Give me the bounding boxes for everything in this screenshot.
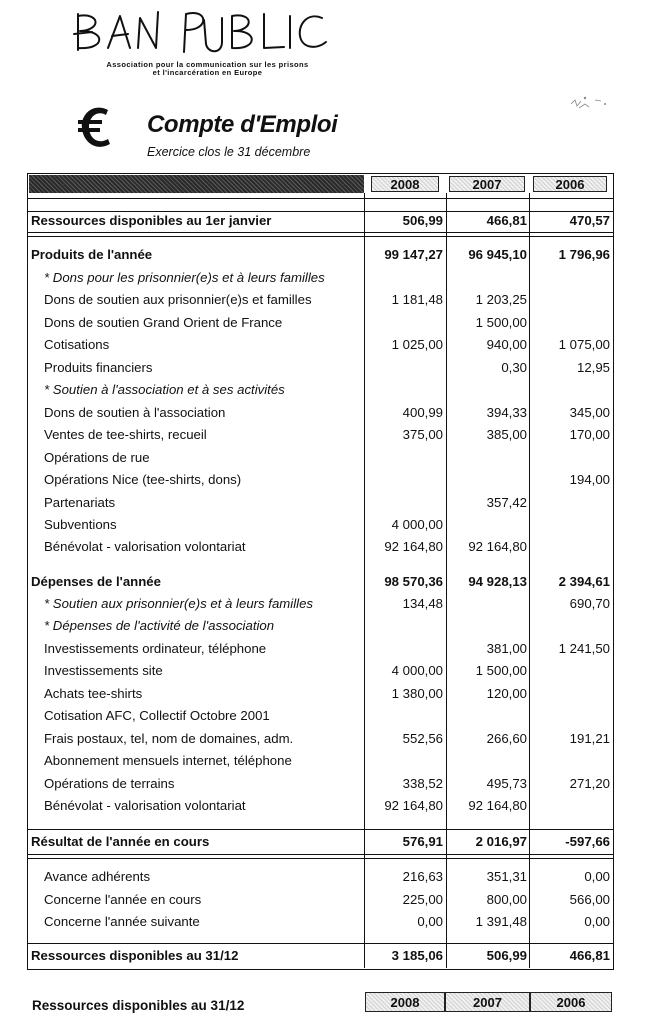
- value-2007: 1 500,00: [475, 663, 527, 679]
- table-row: [0, 427, 662, 447]
- footer-year-2007: 2007: [445, 992, 530, 1012]
- row-label: Bénévolat - valorisation volontariat: [44, 798, 246, 814]
- row-label: Partenariats: [44, 494, 116, 510]
- association-line-1: Association pour la communication sur les prisons: [106, 60, 309, 69]
- row-label: Ventes de tee-shirts, recueil: [44, 427, 207, 443]
- value-2006: 271,20: [569, 775, 610, 791]
- value-2007: 495,73: [486, 775, 527, 791]
- scan-smudge: [565, 92, 610, 117]
- page-title: Compte d'Emploi: [147, 111, 338, 138]
- value-2006: 2 394,61: [558, 574, 610, 589]
- table-row: [0, 914, 662, 934]
- year-header-2007: 2007: [449, 176, 525, 192]
- row-label: Investissements ordinateur, téléphone: [44, 640, 267, 656]
- row-label: Résultat de l'année en cours: [31, 834, 210, 849]
- table-row-opening: [0, 213, 662, 233]
- row-divider: [27, 854, 614, 855]
- table-row: [0, 892, 662, 912]
- value-2007: 92 164,80: [468, 798, 527, 814]
- row-divider: [27, 236, 614, 237]
- table-row: [0, 495, 662, 515]
- table-row: [0, 382, 662, 402]
- row-label: Dépenses de l'année: [31, 574, 161, 589]
- row-label: Ressources disponibles au 1er janvier: [31, 213, 272, 228]
- table-row: [0, 405, 662, 425]
- value-2007: 394,33: [486, 404, 527, 420]
- value-2008: 1 380,00: [391, 685, 443, 701]
- value-2007: 357,42: [486, 494, 527, 510]
- row-label: Produits financiers: [44, 359, 153, 375]
- row-label: Subventions: [44, 516, 117, 532]
- table-row: [0, 450, 662, 470]
- page-subtitle: Exercice clos le 31 décembre: [147, 145, 311, 159]
- ban-public-logo: [72, 4, 342, 60]
- row-label: Frais postaux, tel, nom de domaines, adm.: [44, 730, 294, 746]
- table-row: [0, 731, 662, 751]
- value-2007: 92 164,80: [468, 539, 527, 555]
- value-2008: 400,99: [402, 404, 443, 420]
- year-header-2008: 2008: [371, 176, 439, 192]
- value-2008: 576,91: [402, 834, 443, 849]
- association-description: [60, 61, 355, 77]
- value-2008: 98 570,36: [384, 574, 443, 589]
- value-2007: 266,60: [486, 730, 527, 746]
- row-divider: [27, 858, 614, 859]
- association-line-2: et l'incarcération en Europe: [152, 68, 263, 77]
- table-row: [0, 539, 662, 559]
- value-2008: 1 181,48: [391, 292, 443, 308]
- table-row: [0, 472, 662, 492]
- footer-year-2008: 2008: [365, 992, 445, 1012]
- row-label: Concerne l'année en cours: [44, 891, 202, 907]
- value-2007: 506,99: [486, 948, 527, 963]
- table-row: [0, 292, 662, 312]
- row-label: Cotisation AFC, Collectif Octobre 2001: [44, 708, 270, 724]
- value-2008: 225,00: [402, 891, 443, 907]
- row-label: Opérations de terrains: [44, 775, 175, 791]
- value-2007: 940,00: [486, 337, 527, 353]
- value-2006: 12,95: [576, 359, 610, 375]
- row-divider: [27, 211, 614, 212]
- row-divider: [27, 943, 614, 944]
- value-2006: 566,00: [569, 891, 610, 907]
- value-2007: 381,00: [486, 640, 527, 656]
- euro-icon: [78, 104, 114, 150]
- value-2008: 1 025,00: [391, 337, 443, 353]
- row-label: * Dons pour les prisonnier(e)s et à leurs familles: [44, 270, 325, 285]
- table-row: [0, 337, 662, 357]
- value-2006: 194,00: [569, 472, 610, 488]
- row-divider: [27, 198, 614, 199]
- value-2007: 1 391,48: [475, 914, 527, 929]
- table-row: [0, 776, 662, 796]
- value-2007: 466,81: [486, 213, 527, 228]
- value-2007: 351,31: [486, 869, 527, 884]
- value-2006: 466,81: [569, 948, 610, 963]
- value-2008: 216,63: [402, 869, 443, 884]
- table-row: [0, 596, 662, 616]
- footer-year-2006: 2006: [530, 992, 612, 1012]
- logo-lettering: [72, 4, 342, 60]
- year-header-2006: 2006: [533, 176, 607, 192]
- value-2008: 4 000,00: [391, 663, 443, 679]
- row-label: Avance adhérents: [44, 869, 151, 884]
- value-2008: 4 000,00: [391, 516, 443, 532]
- table-row: [0, 753, 662, 773]
- row-label: Bénévolat - valorisation volontariat: [44, 539, 246, 555]
- value-2008: 99 147,27: [384, 247, 443, 262]
- footer-label: Ressources disponibles au 31/12: [32, 998, 245, 1013]
- row-label: Cotisations: [44, 337, 110, 353]
- value-2008: 338,52: [402, 775, 443, 791]
- row-label: Dons de soutien aux prisonnier(e)s et familles: [44, 292, 312, 308]
- value-2007: 1 203,25: [475, 292, 527, 308]
- value-2006: 345,00: [569, 404, 610, 420]
- table-row-closing: [0, 948, 662, 968]
- value-2007: 0,30: [501, 359, 527, 375]
- value-2007: 94 928,13: [468, 574, 527, 589]
- value-2007: 2 016,97: [475, 834, 527, 849]
- table-row-depenses-total: [0, 574, 662, 594]
- value-2007: 120,00: [486, 685, 527, 701]
- value-2008: 134,48: [402, 596, 443, 611]
- table-row: [0, 869, 662, 889]
- value-2007: 385,00: [486, 427, 527, 443]
- value-2006: 0,00: [584, 869, 610, 884]
- value-2006: -597,66: [565, 834, 610, 849]
- table-row: [0, 360, 662, 380]
- value-2006: 1 075,00: [558, 337, 610, 353]
- table-row: [0, 798, 662, 818]
- row-label: Produits de l'année: [31, 247, 153, 262]
- value-2008: 375,00: [402, 427, 443, 443]
- table-row: [0, 686, 662, 706]
- row-divider: [27, 829, 614, 830]
- value-2007: 96 945,10: [468, 247, 527, 262]
- table-row: [0, 315, 662, 335]
- row-label: * Soutien à l'association et à ses activités: [44, 382, 285, 398]
- value-2006: 690,70: [569, 596, 610, 611]
- table-row: [0, 641, 662, 661]
- value-2008: 92 164,80: [384, 539, 443, 555]
- value-2006: 0,00: [584, 914, 610, 929]
- value-2006: 1 796,96: [558, 247, 610, 262]
- row-label: Concerne l'année suivante: [44, 914, 200, 929]
- row-label: Achats tee-shirts: [44, 685, 143, 701]
- row-label: Ressources disponibles au 31/12: [31, 948, 239, 963]
- value-2008: 92 164,80: [384, 798, 443, 814]
- value-2006: 170,00: [569, 427, 610, 443]
- value-2008: 0,00: [417, 914, 443, 929]
- table-row: [0, 270, 662, 290]
- table-header-bar: [29, 175, 364, 193]
- row-label: Abonnement mensuels internet, téléphone: [44, 753, 292, 769]
- value-2006: 470,57: [569, 213, 610, 228]
- value-2007: 1 500,00: [475, 314, 527, 330]
- value-2006: 1 241,50: [558, 640, 610, 656]
- table-row: [0, 618, 662, 638]
- row-label: Opérations de rue: [44, 449, 150, 465]
- value-2007: 800,00: [486, 891, 527, 907]
- row-label: Investissements site: [44, 663, 163, 679]
- table-row-resultat: [0, 834, 662, 854]
- value-2008: 3 185,06: [391, 948, 443, 963]
- table-row-produits-total: [0, 247, 662, 267]
- row-label: Opérations Nice (tee-shirts, dons): [44, 472, 242, 488]
- value-2008: 506,99: [402, 213, 443, 228]
- table-row: [0, 517, 662, 537]
- table-row: [0, 663, 662, 683]
- value-2008: 552,56: [402, 730, 443, 746]
- value-2006: 191,21: [569, 730, 610, 746]
- row-label: Dons de soutien à l'association: [44, 404, 226, 420]
- row-label: * Soutien aux prisonnier(e)s et à leurs familles: [44, 596, 314, 611]
- row-label: Dons de soutien Grand Orient de France: [44, 314, 283, 330]
- row-label: * Dépenses de l'activité de l'association: [44, 618, 275, 634]
- table-row: [0, 708, 662, 728]
